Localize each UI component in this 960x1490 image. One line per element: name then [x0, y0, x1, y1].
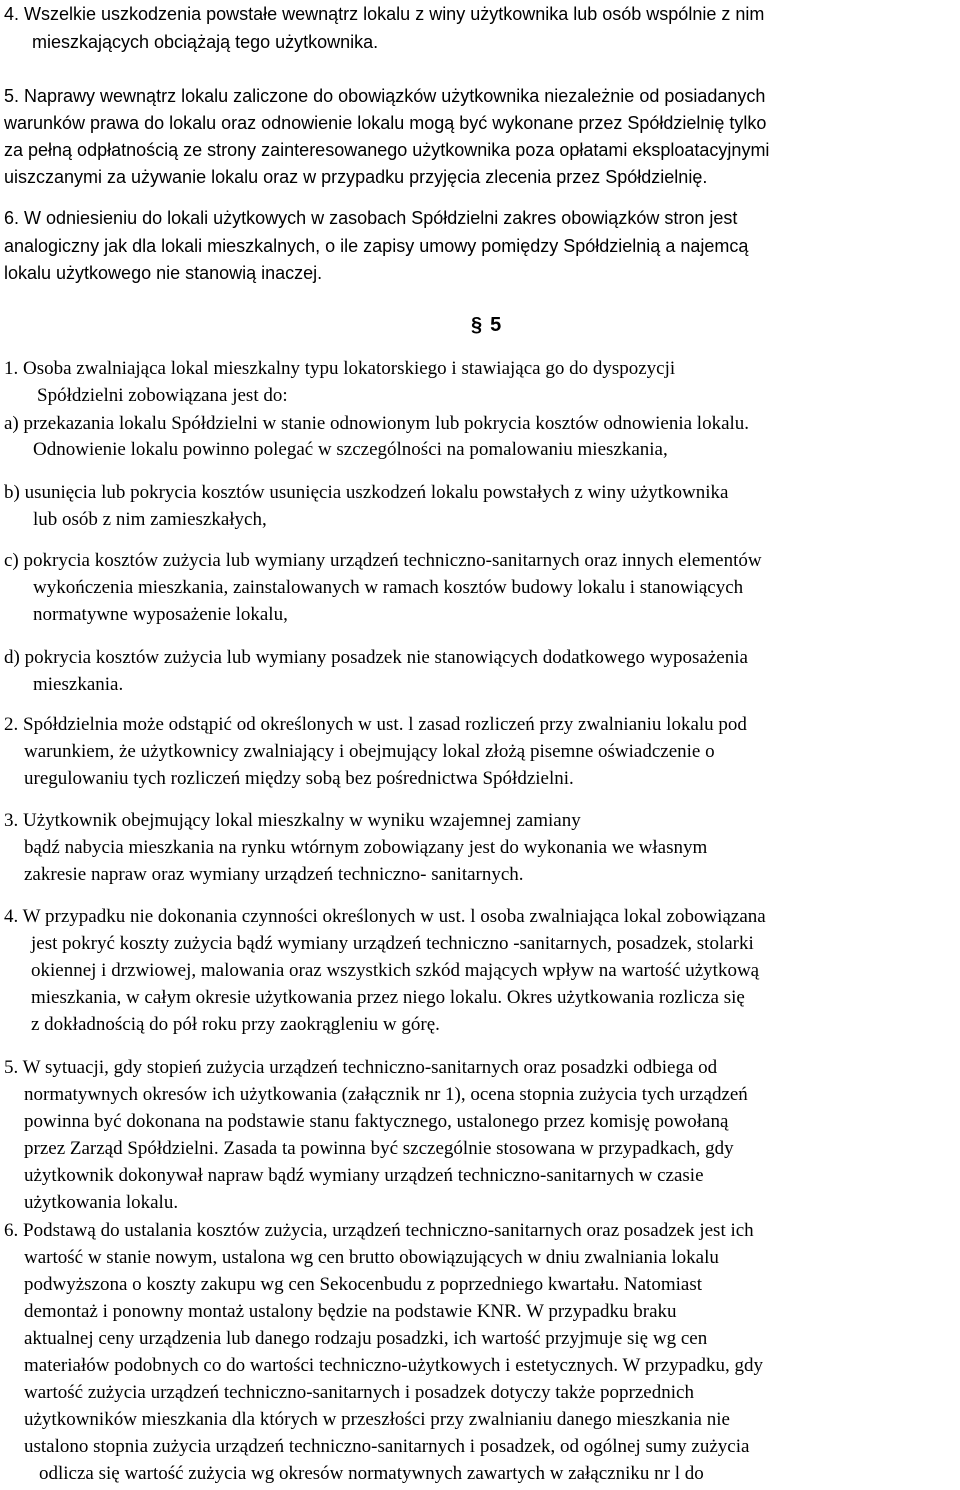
text-line: 3. Użytkownik obejmujący lokal mieszkalny w wyniku wzajemnej zamiany: [4, 810, 581, 831]
section-heading: [471, 314, 509, 337]
text-line: warunków prawa do lokalu oraz odnowienie lokalu mogą być wykonane przez Spółdzielnię tylko: [4, 113, 767, 133]
text-line: 6. Podstawą do ustalania kosztów zużycia, urządzeń techniczno-sanitarnych oraz posadzek jest ich: [4, 1220, 754, 1241]
text-line: 5. Naprawy wewnątrz lokalu zaliczone do obowiązków użytkownika niezależnie od posiadanych: [4, 86, 766, 106]
text-line: d) pokrycia kosztów zużycia lub wymiany posadzek nie stanowiących dodatkowego wyposażenia: [4, 647, 748, 668]
text-line: mieszkających obciążają tego użytkownika.: [32, 32, 379, 52]
text-line: c) pokrycia kosztów zużycia lub wymiany urządzeń techniczno-sanitarnych oraz innych elementów: [4, 550, 762, 571]
text-line: 6. W odniesieniu do lokali użytkowych w zasobach Spółdzielni zakres obowiązków stron jest: [4, 208, 738, 228]
text-line: mieszkania, w całym okresie użytkowania przez niego lokalu. Okres użytkowania rozlicza się: [31, 987, 745, 1008]
section-symbol: §: [471, 314, 483, 336]
text-line: okiennej i drzwiowej, malowania oraz wszystkich szkód mających wpływ na wartość użytkową: [31, 960, 760, 981]
text-line: lub osób z nim zamieszkałych,: [33, 509, 267, 530]
text-line: a) przekazania lokalu Spółdzielni w stanie odnowionym lub pokrycia kosztów odnowienia lokalu.: [4, 413, 750, 434]
text-line: wykończenia mieszkania, zainstalowanych w ramach kosztów budowy lokalu i stanowiących: [33, 577, 744, 598]
text-line: z dokładnością do pół roku przy zaokrągleniu w górę.: [31, 1014, 440, 1035]
text-line: wartość zużycia urządzeń techniczno-sanitarnych i posadzek dotyczy także poprzednich: [24, 1382, 694, 1403]
text-line: demontaż i ponowny montaż ustalony będzie na podstawie KNR. W przypadku braku: [24, 1301, 677, 1322]
text-line: lokalu użytkowego nie stanowią inaczej.: [4, 263, 323, 283]
text-line: użytkownik dokonywał napraw bądź wymiany urządzeń techniczno-sanitarnych w czasie: [24, 1165, 704, 1186]
text-line: mieszkania.: [33, 674, 124, 695]
text-line: 4. Wszelkie uszkodzenia powstałe wewnątrz lokalu z winy użytkownika lub osób wspólnie z nim: [4, 4, 765, 24]
text-line: 2. Spółdzielnia może odstąpić od określonych w ust. l zasad rozliczeń przy zwalnianiu lokalu pod: [4, 714, 747, 735]
text-line: bądź nabycia mieszkania na rynku wtórnym zobowiązany jest do wykonania we własnym: [24, 837, 708, 858]
text-line: wartość w stanie nowym, ustalona wg cen brutto obowiązujących w dniu zwalniania lokalu: [24, 1247, 719, 1268]
text-line: za pełną odpłatnością ze strony zainteresowanego użytkownika poza opłatami eksploatacyjnymi: [4, 140, 770, 160]
text-line: analogiczny jak dla lokali mieszkalnych, o ile zapisy umowy pomiędzy Spółdzielnią a najemcą: [4, 236, 749, 256]
text-line: 4. W przypadku nie dokonania czynności określonych w ust. l osoba zwalniająca lokal zobowiązana: [4, 906, 766, 927]
section-number: 5: [490, 314, 502, 336]
text-line: podwyższona o koszty zakupu wg cen Sekocenbudu z poprzedniego kwartału. Natomiast: [24, 1274, 702, 1295]
text-line: użytkowników mieszkania dla których w przeszłości przy zwalnianiu danego mieszkania nie: [24, 1409, 730, 1430]
text-line: 1. Osoba zwalniająca lokal mieszkalny typu lokatorskiego i stawiająca go do dyspozycji: [4, 358, 676, 379]
text-line: 5. W sytuacji, gdy stopień zużycia urządzeń techniczno-sanitarnych oraz posadzki odbiega od: [4, 1057, 718, 1078]
text-line: normatywne wyposażenie lokalu,: [33, 604, 288, 625]
text-line: jest pokryć koszty zużycia bądź wymiany urządzeń techniczno -sanitarnych, posadzek, stolarki: [31, 933, 754, 954]
text-line: ustalono stopnia zużycia urządzeń techniczno-sanitarnych i posadzek, od ogólnej sumy zużycia: [24, 1436, 750, 1457]
text-line: przez Zarząd Spółdzielni. Zasada ta powinna być szczególnie stosowana w przypadkach, gdy: [24, 1138, 734, 1159]
text-line: Odnowienie lokalu powinno polegać w szczególności na pomalowaniu mieszkania,: [33, 439, 668, 460]
text-line: użytkowania lokalu.: [24, 1192, 179, 1213]
text-line: uregulowaniu tych rozliczeń między sobą bez pośrednictwa Spółdzielni.: [24, 768, 574, 789]
text-line: materiałów podobnych co do wartości techniczno-użytkowych i estetycznych. W przypadku, gdy: [24, 1355, 764, 1376]
text-line: powinna być dokonana na podstawie stanu faktycznego, ustalonego przez komisję powołaną: [24, 1111, 729, 1132]
text-line: Spółdzielni zobowiązana jest do:: [37, 385, 288, 406]
text-line: odlicza się wartość zużycia wg okresów normatywnych zawartych w załączniku nr l do: [39, 1463, 704, 1484]
text-line: b) usunięcia lub pokrycia kosztów usunięcia uszkodzeń lokalu powstałych z winy użytkownika: [4, 482, 729, 503]
text-line: normatywnych okresów ich użytkowania (załącznik nr 1), ocena stopnia zużycia tych urządzeń: [24, 1084, 748, 1105]
text-line: zakresie napraw oraz wymiany urządzeń techniczno- sanitarnych.: [24, 864, 524, 885]
text-line: uiszczanymi za używanie lokalu oraz w przypadku przyjęcia zlecenia przez Spółdzielnię.: [4, 167, 708, 187]
text-line: warunkiem, że użytkownicy zwalniający i obejmujący lokal złożą pisemne oświadczenie o: [24, 741, 715, 762]
text-line: aktualnej ceny urządzenia lub danego rodzaju posadzki, ich wartość przyjmuje się wg cen: [24, 1328, 708, 1349]
